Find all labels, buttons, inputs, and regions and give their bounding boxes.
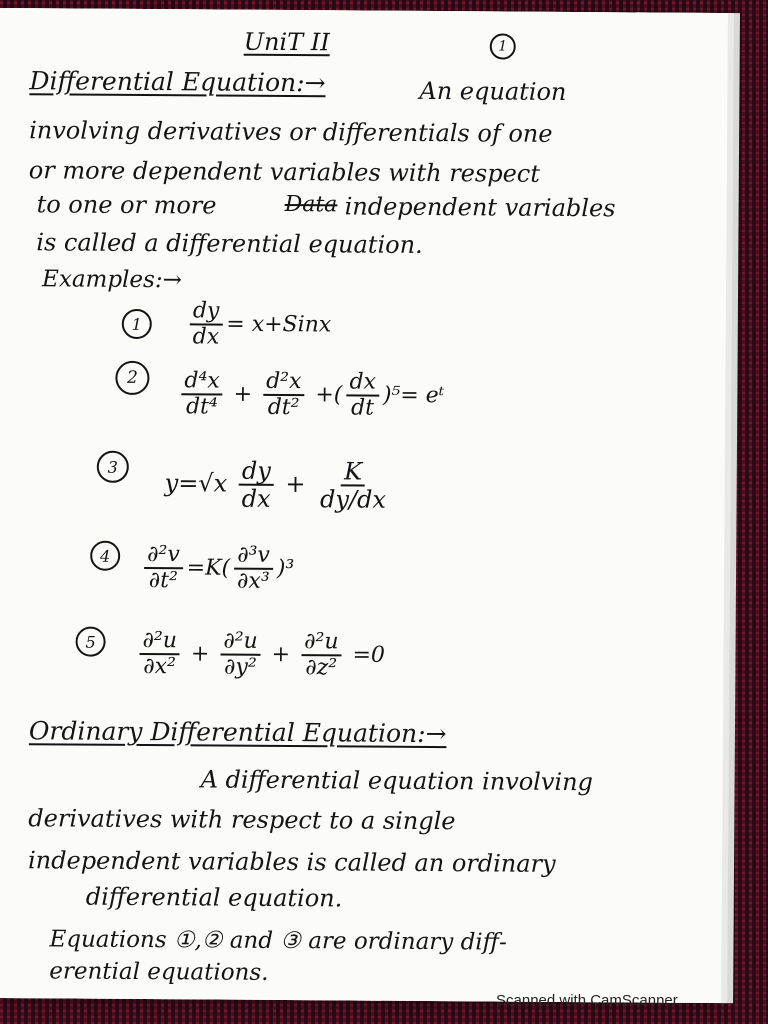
example-number: 5 [75, 627, 105, 657]
definition-line: to one or more [36, 190, 217, 220]
definition-line: An equation [419, 76, 567, 106]
example-number: 2 [115, 361, 149, 395]
example-equation: $\frac{\text{∂²v}}{\text{∂t²}}$ =K( $\frac{\text{∂³v}}{\text{∂x³}}$ )³ [140, 543, 294, 594]
ode-line: A differential equation involving [200, 765, 594, 797]
page-title: UniT II [243, 27, 330, 57]
ode-line: differential equation. [85, 882, 343, 913]
examples-label: Examples:→ [42, 266, 182, 294]
ode-heading: Ordinary Differential Equation:→ [28, 716, 447, 749]
conclusion-line: Equations ①,② and ③ are ordinary diff- [49, 926, 507, 956]
definition-line: or more dependent variables with respect [28, 156, 541, 188]
example-number: 1 [122, 309, 152, 339]
ode-line: independent variables is called an ordinary [27, 846, 556, 878]
example-number: 4 [90, 541, 120, 571]
struck-word: Data [284, 191, 338, 218]
example-equation: $\frac{dy}{dx}$ = x+Sinx [186, 299, 332, 350]
notebook-page [0, 8, 728, 1003]
definition-line: is called a differential equation. [36, 228, 423, 259]
ode-line: derivatives with respect to a single [28, 804, 456, 836]
example-equation: $\frac{\text{∂²u}}{\text{∂x²}}$ + $\frac{\text{∂²u}}{\text{∂y²}}$ + $\frac{\text{∂²u}}{\text{∂z²}}$ =0 [135, 629, 385, 681]
definition-line: independent variables [344, 192, 616, 223]
example-equation: y=√x $\frac{dy}{dx}$ + $\frac{K}{dy/dx}$ [164, 456, 387, 515]
conclusion-line: erential equations. [49, 958, 269, 986]
example-number: 3 [97, 451, 129, 483]
page-number: 1 [490, 33, 516, 59]
scanner-watermark: Scanned with CamScanner [496, 992, 678, 1009]
example-equation: $\frac{\text{d⁴x}}{\text{dt⁴}}$ + $\frac{\text{d²x}}{\text{dt²}}$ +( $\frac{dx}{dt}$ )⁵= eᵗ [177, 369, 444, 421]
definition-line: involving derivatives or differentials of one [29, 116, 553, 148]
definition-term: Differential Equation:→ [29, 66, 326, 98]
